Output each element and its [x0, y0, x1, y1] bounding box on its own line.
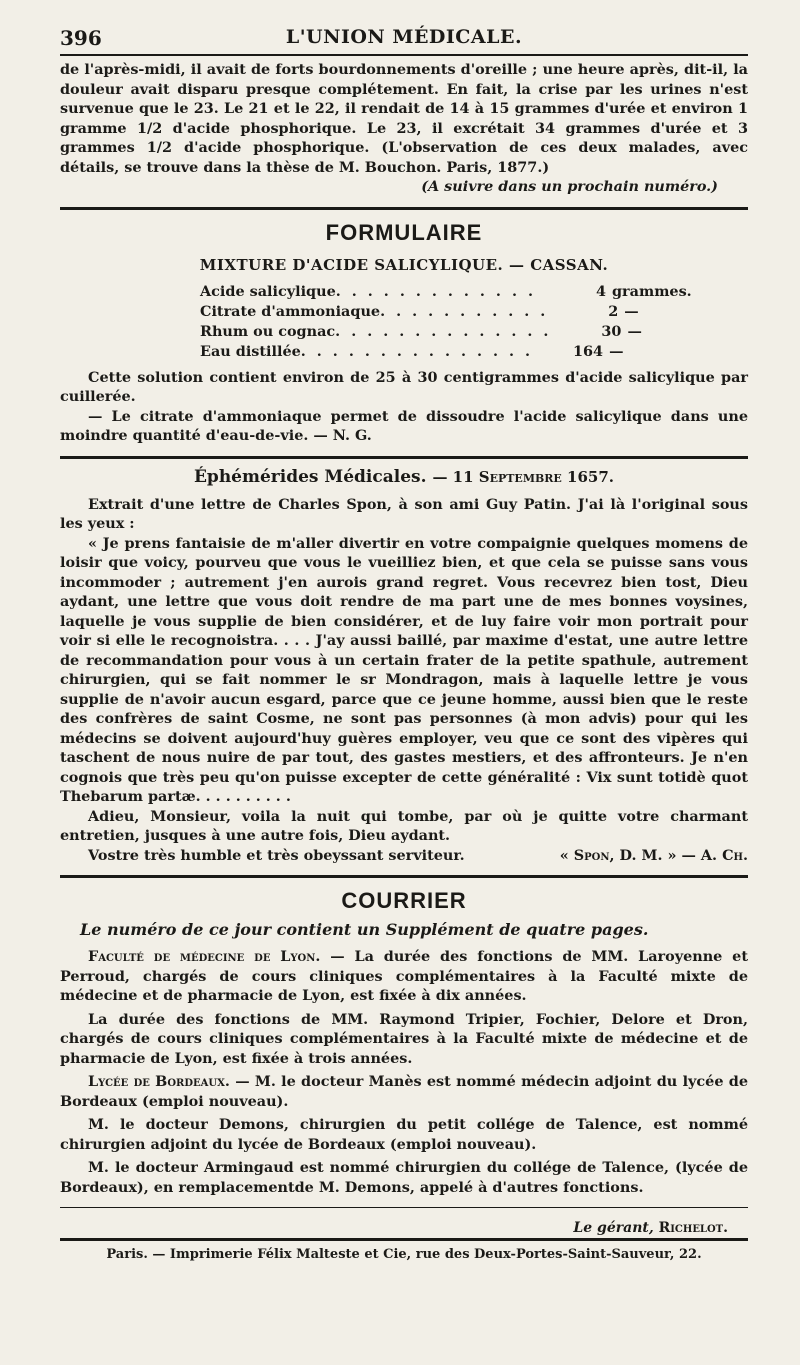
- intro-paragraph: de l'après-midi, il avait de forts bourdonnements d'oreille ; une heure après, dit-il, la douleur avait disparu presque complétement. En fait, la crise par les urines n'est survenue que le 23. Le 21 et le 22, il rendait de 14 à 15 grammes d'urée et environ 1 gramme 1/2 d'acide phosphorique. Le 23, il excrétait 34 grammes d'urée et 3 grammes 1/2 d'acide phosphorique. (L'observation de ces deux malades, avec détails, se trouve dans la thèse de M. Bouchon. Paris, 1877.): [60, 61, 748, 176]
- ingredient-name: Rhum ou cognac: [200, 322, 336, 340]
- gerant-line: [60, 1220, 748, 1236]
- supplement-notice: Le numéro de ce jour contient un Supplément de quatre pages.: [80, 920, 649, 939]
- bordeaux-lycee-label: Lycée de Bordeaux.: [88, 1073, 230, 1090]
- letter-text: « Je prens fantaisie de m'aller divertir en votre compaignie quelques momens de loisir que voicy, pourveu que vous le vueilliez bien, et que cela se puisse sans vous incommoder ; autrement j'en aurois grand regret. Vous recevrez bien tost, Dieu aydant, une lettre que vous doit rendre de ma part une de mes bonnes voysines, laquelle je vous supplie de bien considérer, et de luy faire voir mon portrait pour voir si elle le recognoistra. . . . J'ay aussi baillé, par maxime d'estat, une autre lettre de recommandation pour vous à un certain frater de la petite spathule, autrement chirurgien, qui se fait nommer le sr Mondragon, mais à laquelle lettre je vous supplie de n'avoir aucun esgard, parce que ce jeune homme, aussi bien que le reste des confrères de saint Cosme, ne sont pas personnes (à mon advis) pour qui les médecins se doivent aujourd'huy guères employer, veu que ce sont des vipères qui taschent de nous nuire de par tout, des gastes mestiers, et des affronteurs. Je n'en cognois que très peu qu'on puisse excepter de cette généralité : Vix sunt totidè quot Thebarum partæ. . . . . . . . . .: [60, 534, 748, 805]
- printer-imprint: Paris. — Imprimerie Félix Malteste et Cie, rue des Deux-Portes-Saint-Sauveur, 22.: [106, 1247, 702, 1262]
- page-number: 396: [60, 26, 102, 50]
- ingredient-unit: grammes.: [612, 282, 692, 300]
- lyon-faculty-label: Faculté de médecine de Lyon.: [88, 948, 321, 965]
- ingredient-name: Acide salicylique: [200, 282, 336, 300]
- leader-dots: . . . . . . . . . . .: [380, 302, 549, 320]
- ingredient-qty: 4: [595, 282, 606, 300]
- bottom-rule: [60, 1238, 748, 1241]
- ephemerides-heading: Éphémérides Médicales.: [193, 466, 427, 487]
- ephemerides-paragraph: Extrait d'une lettre de Charles Spon, à son ami Guy Patin. J'ai là l'original sous les yeux :: [60, 495, 748, 532]
- bordeaux-lycee-text: — M. le docteur Manès est nommé médecin adjoint du lycée de Bordeaux (emploi nouveau).: [60, 1073, 748, 1110]
- journal-title: L'UNION MÉDICALE.: [285, 26, 523, 48]
- recipe-row: [200, 322, 642, 342]
- courrier-paragraph: La durée des fonctions de MM. Raymond Tripier, Fochier, Delore et Dron, chargés de cours cliniques complémentaires à la Faculté mixte de médecine et de pharmacie de Lyon, est fixée à trois années.: [60, 1010, 748, 1067]
- courrier-title: COURRIER: [341, 888, 467, 913]
- ingredient-unit: —: [624, 302, 639, 320]
- ingredient-unit: —: [627, 322, 642, 340]
- ingredient-qty: 30: [601, 322, 622, 340]
- ingredient-qty: 164: [573, 342, 604, 360]
- running-head: [60, 20, 748, 56]
- courrier-paragraph: M. le docteur Demons, chirurgien du petit collége de Talence, est nommé chirurgien adjoint du lycée de Bordeaux (emploi nouveau).: [60, 1116, 748, 1153]
- letter-text: Adieu, Monsieur, voila la nuit qui tombe, par où je quitte votre charmant entretien, jusques à une autre fois, Dieu aydant.: [60, 807, 748, 844]
- section-divider: [60, 875, 748, 878]
- leader-dots: . . . . . . . . . . . . . .: [335, 322, 552, 340]
- recipe-title: MIXTURE D'ACIDE SALICYLIQUE. — CASSAN.: [199, 255, 609, 274]
- ingredient-name: Eau distillée: [200, 342, 301, 360]
- recipe-row: [200, 342, 624, 362]
- section-divider: [60, 207, 748, 210]
- formulaire-title: FORMULAIRE: [325, 219, 483, 245]
- formulaire-paragraph: — Le citrate d'ammoniaque permet de dissoudre l'acide salicylique dans une moindre quantité d'eau-de-vie. — N. G.: [60, 407, 748, 444]
- section-divider: [60, 1207, 748, 1208]
- ingredient-unit: —: [609, 342, 624, 360]
- recipe-row: [200, 302, 639, 322]
- gerant-label: Le gérant,: [573, 1220, 654, 1236]
- letter-closing: Vostre très humble et très obeyssant serviteur.: [88, 846, 465, 864]
- ingredient-qty: 2: [608, 302, 619, 320]
- courrier-paragraph: M. le docteur Armingaud est nommé chirurgien du collége de Talence, (lycée de Bordeaux), en remplacementde M. Demons, appelé à d'autres fonctions.: [60, 1159, 748, 1196]
- section-divider: [60, 456, 748, 459]
- recipe-row: [200, 282, 692, 302]
- signature-line: [60, 846, 748, 866]
- gerant-name: Richelot.: [658, 1220, 728, 1236]
- lyon-faculty-text: — La durée des fonctions de MM. Laroyenne et Perroud, chargés de cours cliniques complémentaires à la Faculté mixte de médecine et de pharmacie de Lyon, est fixée à dix années.: [60, 948, 748, 1004]
- leader-dots: . . . . . . . . . . . . .: [335, 282, 536, 300]
- ephemerides-title: [60, 467, 748, 487]
- ingredient-name: Citrate d'ammoniaque: [200, 302, 381, 320]
- formulaire-paragraph: Cette solution contient environ de 25 à 30 centigrammes d'acide salicylique par cuillerée.: [60, 368, 748, 405]
- recipe-list: [200, 282, 692, 362]
- courrier-paragraph: [60, 947, 748, 1006]
- leader-dots: . . . . . . . . . . . . . . .: [300, 342, 534, 360]
- letter-signature: « Spon, D. M. » — A. Ch.: [559, 846, 748, 864]
- ephemerides-date: — 11 Septembre 1657.: [432, 467, 615, 486]
- continued-note: (A suivre dans un prochain numéro.): [421, 178, 718, 195]
- courrier-paragraph: [60, 1072, 748, 1111]
